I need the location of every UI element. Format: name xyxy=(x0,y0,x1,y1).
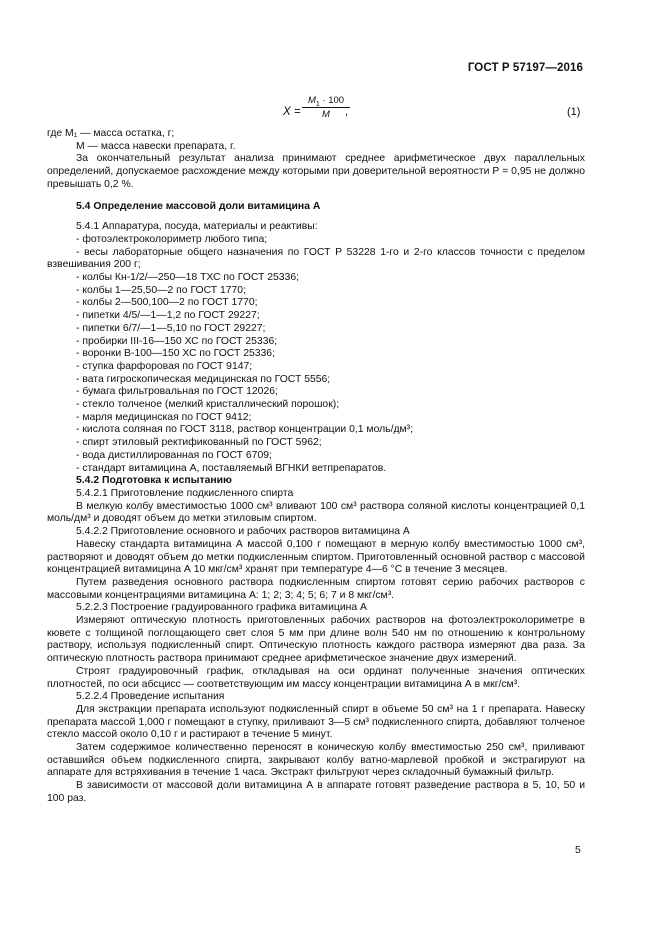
list-item: - спирт этиловый ректификованный по ГОСТ 5962; xyxy=(76,437,322,449)
paragraph: Строят градуировочный график, откладывая на оси ординат полученные значения оптических плотностей, по оси абсцисс — соответствующим им массу концентрации витамицина А в мкг/см³. xyxy=(47,665,585,690)
formula-denominator: M xyxy=(322,109,330,120)
list-item: - ступка фарфоровая по ГОСТ 9147; xyxy=(76,360,253,372)
list-item: - марля медицинская по ГОСТ 9412; xyxy=(76,411,252,423)
list-item: - пробирки III-16—150 ХС по ГОСТ 25336; xyxy=(76,335,278,347)
list-item: - воронки В-100—150 ХС по ГОСТ 25336; xyxy=(76,348,275,360)
formula-number: (1) xyxy=(567,106,581,118)
formula-numerator: $M_1 \cdot 100$ xyxy=(302,95,350,108)
paragraph: В мелкую колбу вместимостью 1000 см³ вливают 100 см³ раствора соляной кислоты концентрацией 0,1 моль/дм³ и доводят объем до метки этиловым спиртом. xyxy=(47,500,585,525)
paragraph: 5.4.1 Аппаратура, посуда, материалы и реактивы: xyxy=(76,221,318,233)
paragraph: Затем содержимое количественно переносят в коническую колбу вместимостью 250 см³, приливают оставшийся объем подкисленного спирта, закрывают колбу ватно-марлевой пробкой и экстрагируют на аппарате для встряхивания в течение 1 часа. Экстракт фильтруют через складочный бумажный фильтр. xyxy=(47,742,585,779)
paragraph: За окончательный результат анализа принимают среднее арифметическое двух параллельных определений, допускаемое расхождение между которыми при доверительной вероятности P = 0,95 не должно превышать 0,2 %. xyxy=(47,153,585,190)
formula-lhs: X = xyxy=(283,106,301,118)
list-item: - весы лабораторные общего назначения по ГОСТ Р 53228 1-го и 2-го классов точности с пределом взвешивания 200 г; xyxy=(47,246,585,271)
list-item: - пипетки 4/5/—1—1,2 по ГОСТ 29227; xyxy=(76,310,260,322)
paragraph: Навеску стандарта витамицина А массой 0,100 г помещают в мерную колбу вместимостью 1000 см³, растворяют и доводят объем до метки подкисленным спиртом. Приготовленный основной раствор с массовой концентрацией витамицина А 10 мкг/см³ хранят при температуре 4—6 °С в течение 3 месяцев. xyxy=(47,538,585,576)
list-item: - колбы 2—500,100—2 по ГОСТ 1770; xyxy=(76,297,258,309)
list-item: - вата гигроскопическая медицинская по ГОСТ 5556; xyxy=(76,373,331,385)
document-header: ГОСТ Р 57197—2016 xyxy=(467,62,583,74)
paragraph: 5.4.2.2 Приготовление основного и рабочих растворов витамицина А xyxy=(76,526,410,538)
formula-1 xyxy=(0,93,661,131)
list-item: - кислота соляная по ГОСТ 3118, раствор концентрации 0,1 моль/дм³; xyxy=(76,424,414,436)
paragraph: В зависимости от массовой доли витамицина А в аппарате готовят разведение раствора в 5, 10, 50 и 100 раз. xyxy=(47,780,585,804)
list-item: - бумага фильтровальная по ГОСТ 12026; xyxy=(76,386,278,398)
paragraph: M — масса навески препарата, г. xyxy=(76,140,236,152)
paragraph: Измеряют оптическую плотность приготовленных рабочих растворов на фотоэлектроколориметре в кювете с толщиной поглощающего свет слоя 5 мм при длине волн 540 нм по отношению к контрольному раствору, используя подкисленный спирт. Оптическую плотность каждого раствора измеряют два раза. За оптическую плотность раствора принимают среднее арифметическое значение двух измерений. xyxy=(47,615,585,665)
paragraph: Путем разведения основного раствора подкисленным спиртом готовят серию рабочих растворов с массовыми концентрациями витамицина А: 1; 2; 3; 4; 5; 6; 7 и 8 мкг/см³. xyxy=(47,576,585,601)
paragraph: Для экстракции препарата используют подкисленный спирт в объеме 50 см³ на 1 г препарата. Навеску препарата массой 1,000 г помещают в ступку, приливают 3—5 см³ подкисленного спирта, добавляют толченое стекло массой около 0,10 г и растирают в течение 5 минут. xyxy=(47,703,585,741)
list-item: - стекло толченое (мелкий кристаллический порошок); xyxy=(76,399,340,411)
paragraph: 5.2.2.4 Проведение испытания xyxy=(76,691,225,703)
section-heading: 5.4 Определение массовой доли витамицина А xyxy=(76,200,321,212)
document-body xyxy=(47,128,585,806)
paragraph: где M₁ — масса остатка, г; xyxy=(47,128,175,139)
paragraph: 5.4.2.1 Приготовление подкисленного спирта xyxy=(76,487,294,499)
list-item: - пипетки 6/7/—1—5,10 по ГОСТ 29227; xyxy=(76,322,266,334)
subsection-heading: 5.4.2 Подготовка к испытанию xyxy=(76,475,232,487)
paragraph: 5.2.2.3 Построение градуированного графика витамицина А xyxy=(76,602,367,614)
list-item: - вода дистиллированная по ГОСТ 6709; xyxy=(76,449,272,461)
formula-fraction xyxy=(302,95,350,120)
list-item: - колбы Кн-1/2/—250—18 ТХС по ГОСТ 25336; xyxy=(76,272,299,284)
page-number: 5 xyxy=(575,844,581,856)
formula-comma: , xyxy=(345,106,349,118)
list-item: - стандарт витамицина А, поставляемый ВГНКИ ветпрепаратов. xyxy=(76,462,387,474)
list-item: - колбы 1—25,50—2 по ГОСТ 1770; xyxy=(76,284,246,296)
list-item: - фотоэлектроколориметр любого типа; xyxy=(76,233,268,245)
